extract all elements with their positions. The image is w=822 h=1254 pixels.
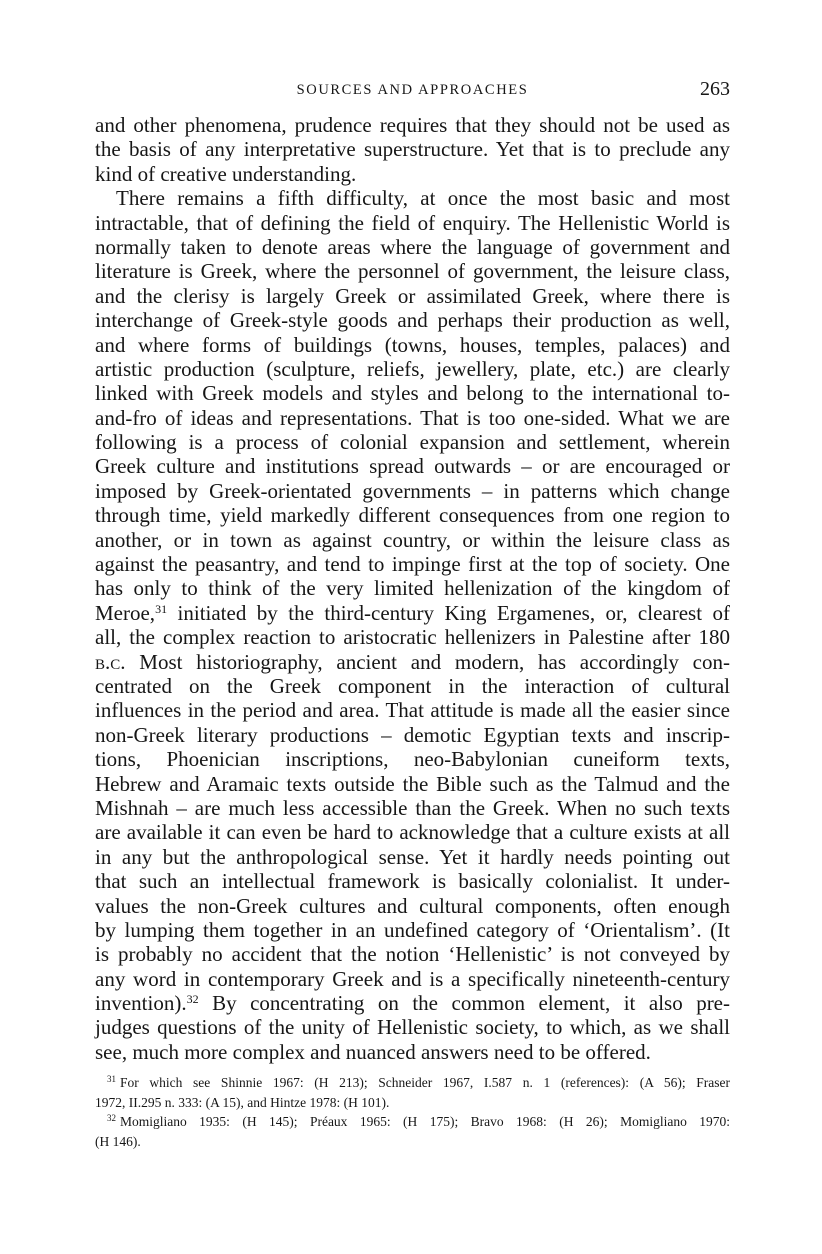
text-line: against the peasantry, and tend to impinge first at the top of society. One <box>95 552 730 577</box>
text-line: through time, yield markedly different consequences from one region to <box>95 503 730 528</box>
line-text: Most historiography, ancient and modern, has accordingly con- <box>125 649 730 674</box>
text-line: and where forms of buildings (towns, houses, temples, palaces) and <box>95 332 730 357</box>
text-line: by lumping them together in an undefined category of ‘Orientalism’. (It <box>95 917 730 942</box>
text-line: Mishnah – are much less accessible than the Greek. When no such texts <box>95 795 730 820</box>
text-line: that such an intellectual framework is basically colonialist. It under- <box>95 869 730 894</box>
footnote-text: Momigliano 1935: (H 145); Préaux 1965: (H 175); Bravo 1968: (H 26); Momigliano 1970: <box>120 1114 730 1129</box>
footnote-number: 31 <box>107 1074 116 1084</box>
text-line <box>95 991 730 1015</box>
text-line: are available it can even be hard to acknowledge that a culture exists at all <box>95 820 730 845</box>
line-text: invention). <box>95 991 187 1016</box>
footnote-number: 32 <box>107 1113 116 1123</box>
text-line <box>95 601 730 625</box>
body-text <box>95 113 730 1064</box>
running-title: SOURCES AND APPROACHES <box>296 82 529 98</box>
text-line: literature is Greek, where the personnel of government, the leisure class, <box>95 259 730 284</box>
text-line: and other phenomena, prudence requires that they should not be used as <box>95 113 730 137</box>
text-line: imposed by Greek-orientated governments – in patterns which change <box>95 478 730 503</box>
text-line: is probably no accident that the notion ‘Hellenistic’ is not conveyed by <box>95 942 730 967</box>
footnotes <box>95 1073 730 1151</box>
text-line: the basis of any interpretative superstructure. Yet that is to preclude any <box>95 137 730 162</box>
text-line: non-Greek literary productions – demotic Egyptian texts and inscrip- <box>95 722 730 747</box>
text-line <box>95 650 730 674</box>
text-line: centrated on the Greek component in the interaction of cultural <box>95 673 730 698</box>
line-text: Meroe, <box>95 600 156 625</box>
page-number: 263 <box>700 78 730 100</box>
footnote-ref: 32 <box>186 992 199 1007</box>
text-line: normally taken to denote areas where the language of government and <box>95 234 730 259</box>
text-line: see, much more complex and nuanced answers need to be offered. <box>95 1039 651 1064</box>
text-line: intractable, that of defining the field of enquiry. The Hellenistic World is <box>95 210 730 235</box>
line-text: By concentrating on the common element, it also pre- <box>198 991 730 1016</box>
text-line: Greek culture and institutions spread outwards – or are encouraged or <box>95 454 730 479</box>
text-line: in any but the anthropological sense. Yet it hardly needs pointing out <box>95 844 730 869</box>
text-line: influences in the period and area. That attitude is made all the easier since <box>95 698 730 723</box>
era-abbreviation: b.c. <box>95 649 126 674</box>
text-line: any word in contemporary Greek and is a specifically nineteenth-century <box>95 966 730 991</box>
text-line: kind of creative understanding. <box>95 161 357 186</box>
text-line: judges questions of the unity of Hellenistic society, to which, as we shall <box>95 1015 730 1040</box>
text-line: artistic production (sculpture, reliefs, jewellery, plate, etc.) are clearly <box>95 356 730 381</box>
text-line: has only to think of the very limited hellenization of the kingdom of <box>95 576 730 601</box>
footnote-line <box>95 1132 730 1152</box>
footnote-line <box>95 1093 730 1113</box>
footnote-ref: 31 <box>155 601 168 616</box>
text-line: interchange of Greek-style goods and perhaps their production as well, <box>95 308 730 333</box>
footnote-text: 1972, II.295 n. 333: (A 15), and Hintze 1978: (H 101). <box>95 1094 390 1110</box>
footnote-line <box>95 1073 730 1093</box>
text-line: and the clerisy is largely Greek or assimilated Greek, where there is <box>95 283 730 308</box>
footnote-line <box>95 1112 730 1132</box>
text-line: and-fro of ideas and representations. That is too one-sided. What we are <box>95 405 730 430</box>
text-line: Hebrew and Aramaic texts outside the Bible such as the Talmud and the <box>95 771 730 796</box>
line-text: initiated by the third-century King Ergamenes, or, clearest of <box>167 600 730 625</box>
running-head <box>95 78 730 102</box>
text-line: values the non-Greek cultures and cultural components, often enough <box>95 893 730 918</box>
text-line: following is a process of colonial expansion and settlement, wherein <box>95 430 730 455</box>
text-line: all, the complex reaction to aristocratic hellenizers in Palestine after 180 <box>95 625 730 650</box>
text-line: tions, Phoenician inscriptions, neo-Babylonian cuneiform texts, <box>95 747 730 772</box>
text-line: There remains a fifth difficulty, at once the most basic and most <box>116 186 730 211</box>
footnote-text: (H 146). <box>95 1133 141 1149</box>
text-line: linked with Greek models and styles and belong to the international to- <box>95 381 730 406</box>
footnote-text: For which see Shinnie 1967: (H 213); Schneider 1967, I.587 n. 1 (references): (A 56); Fraser <box>120 1075 730 1090</box>
text-line: another, or in town as against country, or within the leisure class as <box>95 527 730 552</box>
